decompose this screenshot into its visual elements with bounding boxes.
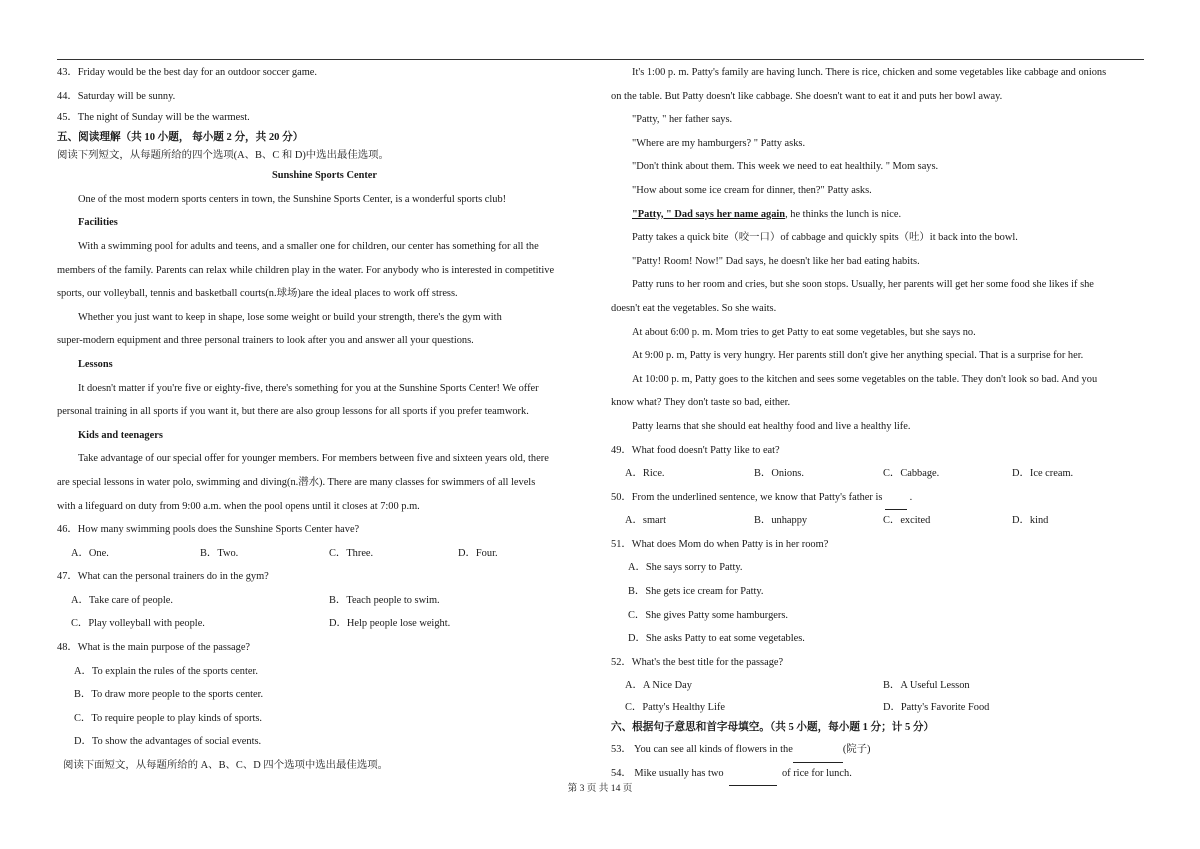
story-line: At 10:00 p. m, Patty goes to the kitchen and sees some vegetables on the table. They don't look so bad. And you [632,373,1098,385]
q47-options-row2 [57,612,592,636]
section5-title: 五、阅读理解（共 10 小题， 每小题 2 分，共 20 分） [57,132,304,144]
question-52: 52．What's the best title for the passage? [611,656,784,668]
story-line: "Where are my hamburgers? " Patty asks. [632,137,806,149]
story-line: At about 6:00 p. m. Mom tries to get Patty to eat some vegetables, but she says no. [632,326,976,338]
q52-option-a[interactable]: A．A Nice Day [625,680,692,692]
q52-options-row2 [611,698,1146,717]
passage-line: personal training in all sports if you want it, but there are also group lessons for all sports if you prefer teamwork. [57,406,529,418]
story-line: "Patty! Room! Now!" Dad says, he doesn't like her bad eating habits. [632,255,920,267]
story-line [611,203,1146,227]
story-line: "Don't think about them. This week we need to eat healthily. " Mom says. [632,161,939,173]
q50-option-d[interactable]: D．kind [1012,515,1049,527]
q47-option-b[interactable]: B．Teach people to swim. [329,594,440,606]
story-line: "How about some ice cream for dinner, then?" Patty asks. [632,184,872,196]
q52-option-c[interactable]: C．Patty's Healthy Life [625,702,725,714]
q50-options [611,509,1146,533]
q46-option-a[interactable]: A．One. [71,547,109,559]
underlined-sentence: "Patty, " Dad says her name again [632,208,786,220]
q51-option-a[interactable]: A．She says sorry to Patty. [628,562,743,574]
story-line: Patty runs to her room and cries, but she soon stops. Usually, her parents will get her some food she likes if she [632,279,1094,291]
q51-option-c[interactable]: C．She gives Patty some hamburgers. [628,609,788,621]
q43-statement: 43．Friday would be the best day for an outdoor soccer game. [57,67,317,78]
story-text: , he thinks the lunch is nice. [785,208,902,220]
q50-blank[interactable] [885,486,907,511]
heading-facilities: Facilities [78,217,118,229]
q50-text: 50．From the underlined sentence, we know that Patty's father is [611,491,883,503]
q47-options-row1 [57,589,592,613]
question-47: 47．What can the personal trainers do in the gym? [57,571,269,583]
q52-option-d[interactable]: D．Patty's Favorite Food [883,702,990,714]
q54-text-end: of rice for lunch. [781,767,852,779]
right-column [611,61,1146,785]
q44-statement: 44．Saturday will be sunny. [57,90,176,102]
left-column [57,61,592,778]
question-49: 49．What food doesn't Patty like to eat? [611,444,780,456]
q49-option-b[interactable]: B．Onions. [754,468,804,480]
q50-period: . [909,491,913,503]
passage-line: are special lessons in water polo, swimming and diving(n.潜水). There are many classes for swimmers of all levels [57,476,536,488]
q47-option-c[interactable]: C．Play volleyball with people. [71,618,205,630]
q50-option-a[interactable]: A．smart [625,515,666,527]
q53-text: 53． You can see all kinds of flowers in the [611,744,793,756]
story-line: doesn't eat the vegetables. So she waits. [611,302,777,314]
passage-line: Take advantage of our special offer for younger members. For members between five and sixteen years old, there [78,453,549,465]
story-line: "Patty, " her father says. [632,114,733,126]
story-line: Patty learns that she should eat healthy food and live a healthy life. [632,420,911,432]
q45-statement: 45．The night of Sunday will be the warmest. [57,112,250,124]
story-line: on the table. But Patty doesn't like cabbage. She doesn't want to eat it and puts her bowl away. [611,90,1003,102]
q48-option-c[interactable]: C．To require people to play kinds of sports. [74,712,263,724]
heading-kids: Kids and teenagers [78,429,163,441]
story-line: It's 1:00 p. m. Patty's family are having lunch. There is rice, chicken and some vegetables like cabbage and onions [632,67,1107,78]
q49-options [611,462,1146,486]
page-number: 第 3 页 共 14 页 [567,783,633,794]
header-rule [57,59,1144,60]
q49-option-a[interactable]: A．Rice. [625,468,665,480]
passage-line: members of the family. Parents can relax while children play in the water. For anybody who is interested in competitive [57,264,555,276]
q53-hint: (院子) [842,744,871,756]
question-53 [611,738,1146,762]
q46-option-c[interactable]: C．Three. [329,547,374,559]
q48-option-a[interactable]: A．To explain the rules of the sports center. [74,665,258,677]
question-50 [611,486,1146,510]
q49-option-c[interactable]: C．Cabbage. [883,468,940,480]
q54-text: 54． Mike usually has two [611,767,724,779]
q46-option-b[interactable]: B．Two. [200,547,239,559]
q51-option-d[interactable]: D．She asks Patty to eat some vegetables. [628,633,805,645]
passage-line: sports, our volleyball, tennis and basketball courts(n.球场)are the ideal places to work off stress. [57,288,458,300]
q53-blank[interactable] [793,738,843,763]
story-line: Patty takes a quick bite（咬一口）of cabbage and quickly spits（吐）it back into the bowl. [632,232,1018,244]
section5-instructions: 阅读下列短文，从每题所给的四个选项(A、B、C 和 D)中选出最佳选项。 [57,150,389,162]
section6-title: 六、根据句子意思和首字母填空。（共 5 小题，每小题 1 分；计 5 分） [611,722,935,734]
passage-paragraph: One of the most modern sports centers in town, the Sunshine Sports Center, is a wonderful sports club! [78,193,507,205]
question-51: 51．What does Mom do when Patty is in her room? [611,538,829,550]
q46-option-d[interactable]: D．Four. [458,547,498,559]
q47-option-a[interactable]: A．Take care of people. [71,594,173,606]
story-line: know what? They don't taste so bad, either. [611,397,791,409]
passage-line: It doesn't matter if you're five or eighty-five, there's something for you at the Sunshine Sports Center! We offer [78,382,539,394]
q46-options [57,542,592,566]
story-line: At 9:00 p. m, Patty is very hungry. Her parents still don't give her anything special. That is a surprise for her. [632,350,1084,362]
passage-line: Whether you just want to keep in shape, lose some weight or build your strength, there's the gym with [78,311,502,323]
q52-option-b[interactable]: B．A Useful Lesson [883,680,970,692]
question-46: 46．How many swimming pools does the Sunshine Sports Center have? [57,524,360,536]
question-48: 48．What is the main purpose of the passage? [57,642,251,654]
q47-option-d[interactable]: D．Help people lose weight. [329,618,451,630]
reading-instructions: 阅读下面短文，从每题所给的 A、B、C、D 四个选项中选出最佳选项。 [63,760,388,772]
q49-option-d[interactable]: D．Ice cream. [1012,468,1074,480]
q48-option-d[interactable]: D．To show the advantages of social events. [74,736,262,748]
passage-line: With a swimming pool for adults and teens, and a smaller one for children, our center has something for all the [78,240,539,252]
q52-options-row1 [611,674,1146,698]
passage-line: super-modern equipment and three personal trainers to look after you and answer all your questions. [57,335,474,347]
q50-option-b[interactable]: B．unhappy [754,515,808,527]
q48-option-b[interactable]: B．To draw more people to the sports center. [74,689,264,701]
passage-line: with a lifeguard on duty from 9:00 a.m. when the pool opens until it closes at 7:00 p.m. [57,500,420,512]
passage-title: Sunshine Sports Center [271,170,378,182]
q51-option-b[interactable]: B．She gets ice cream for Patty. [628,586,764,598]
heading-lessons: Lessons [78,358,113,370]
q50-option-c[interactable]: C．excited [883,515,931,527]
